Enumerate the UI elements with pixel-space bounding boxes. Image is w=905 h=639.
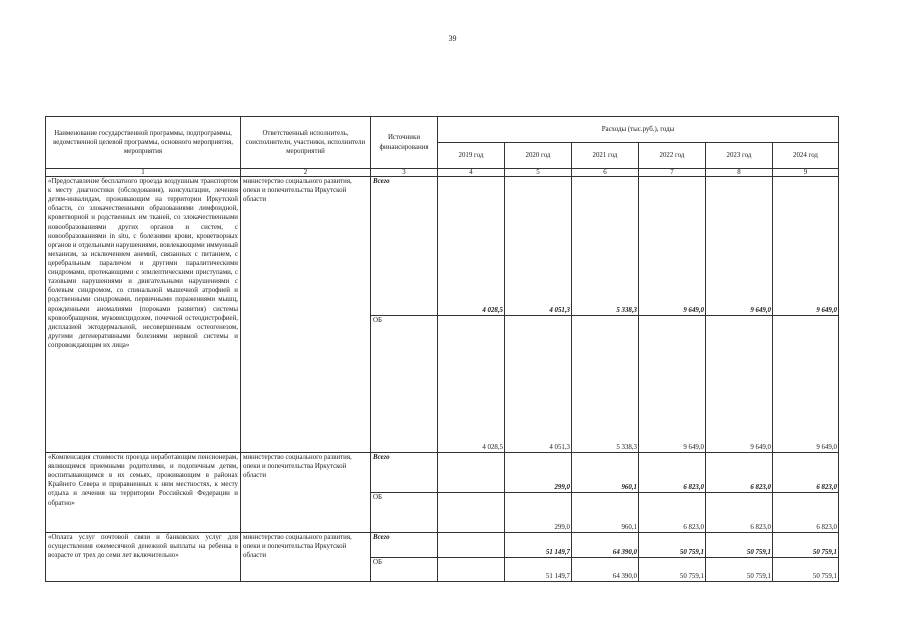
amount-total: 64 390,0	[572, 533, 639, 558]
measure-name: «Компенсация стоимости проезда неработающим пенсионерам, являющимся приемными родителями, и подопечным детям, воспитывающимся в их семьях, проживающим в районах Крайнего Севера и приравненных к ним местностях, к месту отдыха и лечения на территории Российской Федерации и обратно»	[46, 453, 241, 533]
amount-total: 4 051,3	[505, 177, 572, 316]
amount-ob: 6 823,0	[773, 493, 839, 533]
source-total: Всего	[371, 177, 438, 316]
page-number: 39	[448, 34, 457, 43]
measure-name: «Предоставление бесплатного проезда воздушным транспортом к месту диагностики (обследования), консультации, лечения детям-инвалидам, проживающим на территории Иркутской области, со злокачественными образованиями лимфоидной, кроветворной и родственных им тканей, со злокачественными новообразованиями других органов и систем, с новообразованиями in situ, с болезнями крови, кроветворных органов и отдельными нарушениями, вовлекающими иммунный механизм, за исключением анемий, связанных с питанием, с церебральным параличом и другими паралитическими синдромами, протекающими с эпилептическими приступами, с тазовыми нарушениями и двигательными нарушениями с болевым синдромом, со спинальной мышечной атрофией и родственными синдромами, первичными поражениями мышц, врожденными аномалиями (пороками развития) системы кровообращения, муковисцидозом, почечной остеодистрофией, дисплазией эктодермальной, несовершенным остеогенезом, другими дегенеративными болезнями нервной системы и сопровождающим их лица»	[46, 177, 241, 453]
amount-total: 9 649,0	[706, 177, 773, 316]
amount-ob: 5 338,3	[572, 316, 639, 453]
amount-ob: 299,0	[505, 493, 572, 533]
amount-ob: 9 649,0	[773, 316, 839, 453]
source-ob: ОБ	[371, 558, 438, 582]
amount-total: 4 028,5	[438, 177, 505, 316]
column-index: 5	[505, 169, 572, 177]
amount-ob: 64 390,0	[572, 558, 639, 582]
header-responsible: Ответственный исполнитель, соисполнители, участники, исполнители мероприятий	[241, 117, 371, 169]
source-total: Всего	[371, 533, 438, 558]
amount-ob: 50 759,1	[706, 558, 773, 582]
header-source: Источники финансирования	[371, 117, 438, 169]
header-year: 2022 год	[639, 143, 706, 169]
table-row	[46, 177, 839, 316]
amount-total: 6 823,0	[639, 453, 706, 493]
amount-ob: 4 028,5	[438, 316, 505, 453]
column-index: 6	[572, 169, 639, 177]
amount-ob: 4 051,3	[505, 316, 572, 453]
amount-ob: 6 823,0	[706, 493, 773, 533]
budget-table	[45, 116, 839, 582]
amount-ob: 6 823,0	[639, 493, 706, 533]
amount-total: 50 759,1	[706, 533, 773, 558]
amount-ob	[438, 493, 505, 533]
responsible-executor: министерство социального развития, опеки и попечительства Иркутской области	[241, 177, 371, 453]
responsible-executor: министерство социального развития, опеки и попечительства Иркутской области	[241, 453, 371, 533]
header-name: Наименование государственной программы, подпрограммы, ведомственной целевой программы, основного мероприятия, мероприятия	[46, 117, 241, 169]
amount-ob: 9 649,0	[639, 316, 706, 453]
amount-ob: 51 149,7	[505, 558, 572, 582]
amount-total	[438, 533, 505, 558]
amount-total: 5 338,3	[572, 177, 639, 316]
amount-total: 6 823,0	[773, 453, 839, 493]
responsible-executor: министерство социального развития, опеки и попечительства Иркутской области	[241, 533, 371, 582]
header-year: 2021 год	[572, 143, 639, 169]
column-index: 8	[706, 169, 773, 177]
column-index: 3	[371, 169, 438, 177]
column-index: 9	[773, 169, 839, 177]
amount-total: 299,0	[505, 453, 572, 493]
amount-total: 9 649,0	[773, 177, 839, 316]
amount-ob: 9 649,0	[706, 316, 773, 453]
measure-name: «Оплата услуг почтовой связи и банковских услуг для осуществления ежемесячной денежной выплаты на ребенка в возрасте от трех до семи лет включительно»	[46, 533, 241, 582]
header-year: 2020 год	[505, 143, 572, 169]
amount-total: 6 823,0	[706, 453, 773, 493]
amount-total	[438, 453, 505, 493]
amount-ob: 960,1	[572, 493, 639, 533]
amount-ob	[438, 558, 505, 582]
amount-total: 50 759,1	[773, 533, 839, 558]
column-index: 2	[241, 169, 371, 177]
header-year: 2019 год	[438, 143, 505, 169]
amount-total: 9 649,0	[639, 177, 706, 316]
header-expenses: Расходы (тыс.руб.), годы	[438, 117, 839, 143]
amount-total: 51 149,7	[505, 533, 572, 558]
table-row	[46, 533, 839, 558]
column-index: 4	[438, 169, 505, 177]
source-total: Всего	[371, 453, 438, 493]
source-ob: ОБ	[371, 316, 438, 453]
column-index: 1	[46, 169, 241, 177]
amount-total: 960,1	[572, 453, 639, 493]
column-index: 7	[639, 169, 706, 177]
amount-ob: 50 759,1	[639, 558, 706, 582]
amount-total: 50 759,1	[639, 533, 706, 558]
source-ob: ОБ	[371, 493, 438, 533]
amount-ob: 50 759,1	[773, 558, 839, 582]
table-row	[46, 453, 839, 493]
header-year: 2023 год	[706, 143, 773, 169]
header-year: 2024 год	[773, 143, 839, 169]
